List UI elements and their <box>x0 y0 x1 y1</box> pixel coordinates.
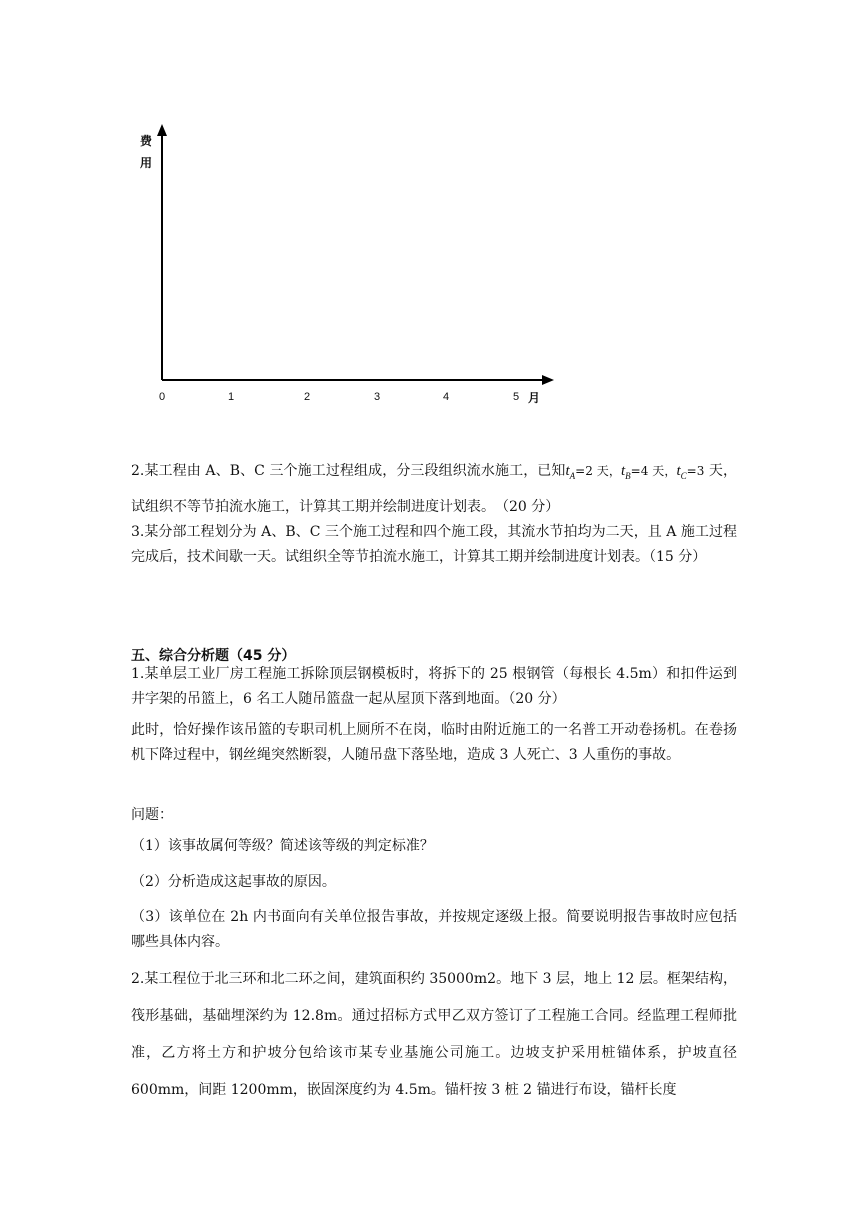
t-a-symbol: $t_A$ <box>565 463 576 481</box>
case-1-question-label: 问题： <box>131 807 173 823</box>
cost-chart <box>120 120 560 420</box>
t-a-subscript: A <box>569 471 576 481</box>
case-2-text: 2.某工程位于北三环和北二环之间，建筑面积约 35000m2。地下 3 层，地上 12 层。框架结构，筏形基础，基础埋深约为 12.8m。通过招标方式甲乙双方签订了工程施工合同。经监理工程师批准，乙方将土方和护坡分包给该市某专业基施公司施工。边坡支护采用桩锚体系，护坡直径 600mm，间距 1200mm，嵌固深度约为 4.5m。锚杆按 3 桩 2 锚进行布设，锚杆长度 <box>131 971 737 1098</box>
y-axis-label <box>140 130 154 174</box>
chart-axes <box>120 120 560 420</box>
case-1-story: 此时，恰好操作该吊篮的专职司机上厕所不在岗，临时由附近施工的一名普工开动卷扬机。在卷扬机下降过程中，钢丝绳突然断裂，人随吊盘下落坠地，造成 3 人死亡、3 人重伤的事故。 <box>131 722 737 763</box>
t-b-value: =4 天， <box>630 464 677 478</box>
x-tick-label: 3 <box>374 391 381 403</box>
question-3: 3.某分部工程划分为 A、B、C 三个施工过程和四个施工段，其流水节拍均为二天，且 A 施工过程完成后，技术间歇一天。试组织全等节拍流水施工，计算其工期并绘制进度计划表。（15 分） <box>131 524 737 565</box>
case-1-subquestion-2: （2）分析造成这起事故的原因。 <box>131 874 336 890</box>
question-2 <box>131 456 737 523</box>
x-tick-label: 1 <box>228 391 235 403</box>
question-2-text-a: 2.某工程由 A、B、C 三个施工过程组成，分三段组织流水施工，已知 <box>131 463 566 479</box>
x-tick-label: 4 <box>443 391 450 403</box>
question-2-text-b: 天，试组织不等节拍流水施工，计算其工期并绘制进度计划表。 （20 分） <box>131 463 738 515</box>
t-a-value: =2 天， <box>575 464 621 478</box>
section-heading: 五、综合分析题（45 分） <box>131 648 296 664</box>
x-tick-label: 5 <box>513 391 520 403</box>
x-tick-label: 2 <box>304 391 311 403</box>
t-b-subscript: B <box>625 471 631 481</box>
t-b-symbol: $t_B$ <box>620 463 631 481</box>
y-axis-label-char-1: 费 <box>140 134 153 148</box>
t-c-subscript: C <box>680 471 687 481</box>
t-c-symbol: $t_C$ <box>676 463 687 481</box>
y-axis-label-char-2: 用 <box>140 156 153 170</box>
t-c-value: =3 <box>686 464 705 478</box>
y-axis-arrow <box>157 124 167 136</box>
case-1-subquestion-3: （3）该单位在 2h 内书面向有关单位报告事故，并按规定逐级上报。简要说明报告事故时应包括哪些具体内容。 <box>131 909 737 950</box>
x-axis-arrow <box>542 375 554 385</box>
x-axis-label: 月 <box>528 391 541 405</box>
case-1-subquestion-1: （1）该事故属何等级？简述该等级的判定标准？ <box>131 838 434 854</box>
x-tick-label: 0 <box>159 391 166 403</box>
case-1-intro: 1.某单层工业厂房工程施工拆除顶层钢模板时，将拆下的 25 根钢管（每根长 4.5m）和扣件运到井字架的吊篮上，6 名工人随吊篮盘一起从屋顶下落到地面。（20 分） <box>131 666 737 707</box>
